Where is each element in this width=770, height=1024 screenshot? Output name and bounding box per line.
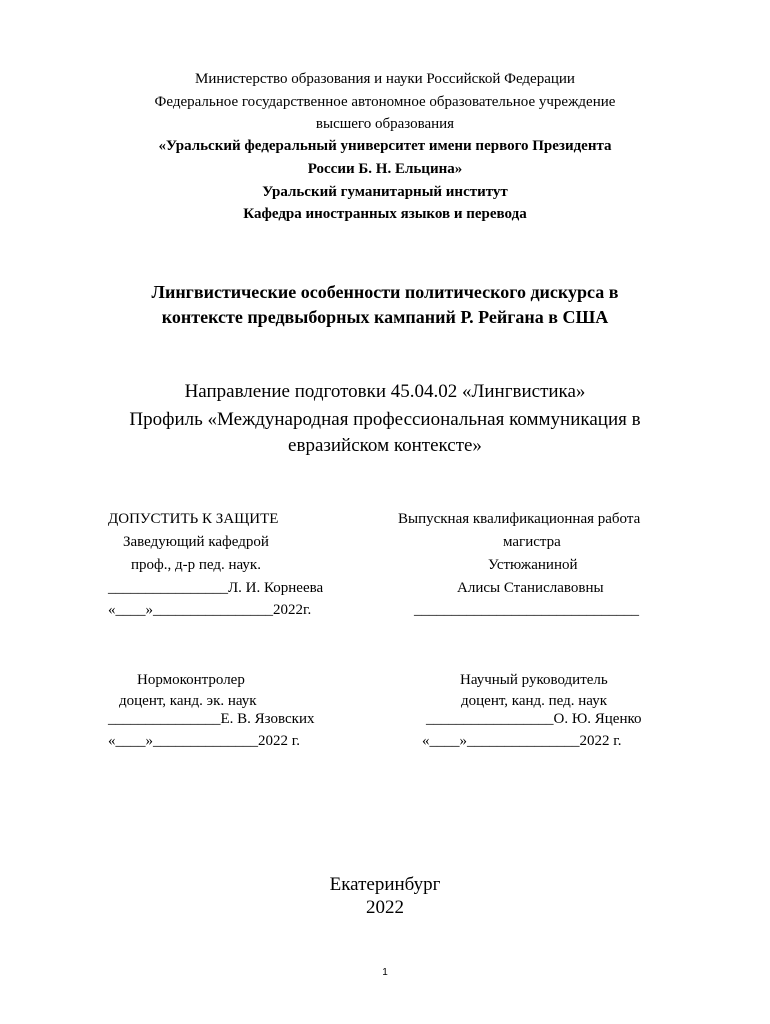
supervisor-date: «____»_______________2022 г.: [422, 733, 622, 749]
city: Екатеринбург: [329, 874, 441, 895]
supervisor-degree: доцент, канд. пед. наук: [461, 693, 607, 709]
ministry-line: Министерство образования и науки Российской Федерации: [195, 71, 575, 87]
admission-signature: ________________Л. И. Корнеева: [108, 580, 324, 596]
year: 2022: [366, 897, 404, 918]
supervisor-role: Научный руководитель: [460, 672, 608, 688]
thesis-title-line-2: контексте предвыборных кампаний Р. Рейгана в США: [161, 307, 609, 327]
normocontroller-degree: доцент, канд. эк. наук: [119, 693, 257, 709]
student-surname: Устюжаниной: [488, 557, 578, 573]
university-line-1: «Уральский федеральный университет имени первого Президента: [158, 138, 612, 154]
admission-role: Заведующий кафедрой: [123, 534, 269, 550]
normocontroller-date: «____»______________2022 г.: [108, 733, 300, 749]
institution-line-2: высшего образования: [315, 116, 455, 132]
university-line-2: России Б. Н. Ельцина»: [307, 161, 463, 177]
program-profile-line-2: евразийском контексте»: [288, 435, 482, 456]
normocontroller-role: Нормоконтролер: [137, 672, 245, 688]
institution-line-1: Федеральное государственное автономное образовательное учреждение: [154, 94, 616, 110]
student-name: Алисы Станиславовны: [457, 580, 604, 596]
program-profile-line-1: Профиль «Международная профессиональная коммуникация в: [129, 409, 641, 430]
work-type-line-1: Выпускная квалификационная работа: [398, 511, 641, 527]
page-number: 1: [382, 967, 388, 978]
admission-date: «____»________________2022г.: [108, 602, 312, 618]
institute-line: Уральский гуманитарный институт: [262, 184, 508, 200]
thesis-title-line-1: Лингвистические особенности политического дискурса в: [151, 282, 619, 302]
normocontroller-signature: _______________Е. В. Язовских: [108, 711, 315, 727]
work-type-line-2: магистра: [503, 534, 561, 550]
student-signature: ______________________________: [414, 602, 639, 618]
department-line: Кафедра иностранных языков и перевода: [243, 206, 527, 222]
admission-degree: проф., д-р пед. наук.: [131, 557, 261, 573]
program-direction: Направление подготовки 45.04.02 «Лингвистика»: [184, 381, 586, 402]
admission-heading: ДОПУСТИТЬ К ЗАЩИТЕ: [108, 511, 279, 527]
supervisor-signature: _________________О. Ю. Яценко: [426, 711, 642, 727]
